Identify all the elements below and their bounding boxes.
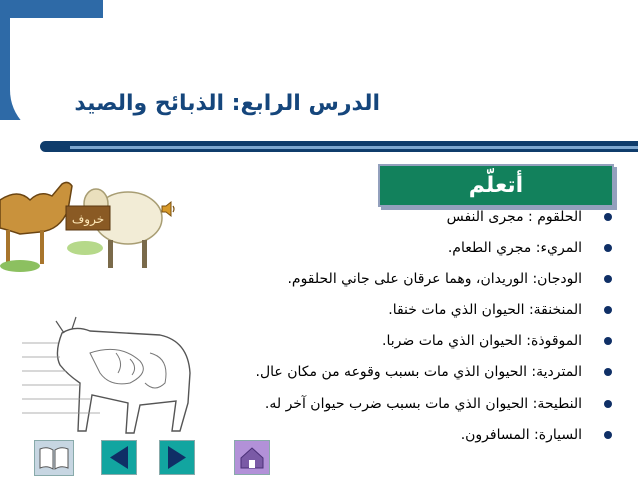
page-title: الدرس الرابع: الذبائح والصيد <box>74 91 380 116</box>
bullet-dot <box>604 213 612 221</box>
cow-anatomy-diagram <box>20 313 200 438</box>
bullet-dot <box>604 337 612 345</box>
definition-text: المتردية: الحيوان الذي مات بسبب وقوعه من مكان عال. <box>255 364 582 381</box>
definitions-list <box>138 202 618 451</box>
definition-text: النطيحة: الحيوان الذي مات بسبب ضرب حيوان آخر له. <box>264 395 582 412</box>
learn-badge: أتعلّم <box>378 164 614 207</box>
bullet-dot <box>604 400 612 408</box>
triangle-right-icon <box>160 441 194 474</box>
list-item <box>138 389 618 420</box>
list-item <box>138 264 618 295</box>
bullet-dot <box>604 368 612 376</box>
list-item <box>138 295 618 326</box>
next-button[interactable] <box>159 440 195 475</box>
book-button[interactable] <box>34 440 74 476</box>
book-icon <box>35 441 73 475</box>
camel-sheep-illustration <box>0 170 165 280</box>
definition-text: المنخنقة: الحيوان الذي مات خنقا. <box>388 302 582 319</box>
definition-text: الحلقوم : مجرى النفس <box>446 209 582 225</box>
definition-text: الودجان: الوريدان، وهما عرقان على جاني الحلقوم. <box>287 271 582 288</box>
bullet-dot <box>604 244 612 252</box>
list-item <box>138 202 618 233</box>
header-panel <box>10 18 638 138</box>
home-icon <box>235 441 269 474</box>
speaker-icon[interactable] <box>161 200 177 222</box>
list-item <box>138 326 618 357</box>
header-divider-highlight <box>70 146 638 149</box>
home-button[interactable] <box>234 440 270 475</box>
bullet-dot <box>604 306 612 314</box>
previous-button[interactable] <box>101 440 137 475</box>
definition-text: السيارة: المسافرون. <box>460 426 582 443</box>
triangle-left-icon <box>102 441 136 474</box>
list-item <box>138 357 618 388</box>
definition-text: المريء: مجري الطعام. <box>447 240 582 257</box>
list-item <box>138 420 618 451</box>
definition-text: الموقوذة: الحيوان الذي مات ضربا. <box>382 333 582 350</box>
sheep-label: خروف <box>71 212 105 226</box>
list-item <box>138 233 618 264</box>
bullet-dot <box>604 275 612 283</box>
bullet-dot <box>604 431 612 439</box>
